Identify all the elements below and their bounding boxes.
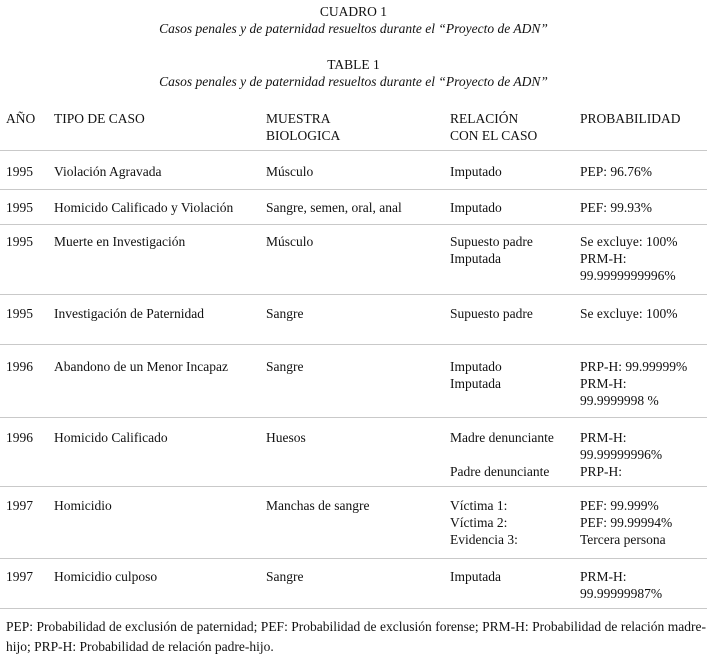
cell-probability: PRM-H: 99.99999996% PRP-H: xyxy=(580,430,663,479)
cell-sample: Sangre xyxy=(266,569,304,584)
cell-case-type: Homicido Calificado xyxy=(54,430,168,445)
cell-relation: Imputado xyxy=(450,164,502,179)
cell-year: 1996 xyxy=(6,359,33,374)
cell-year: 1995 xyxy=(6,200,33,215)
cell-case-type: Violación Agravada xyxy=(54,164,162,179)
divider xyxy=(0,150,707,151)
cell-sample: Músculo xyxy=(266,234,314,249)
column-header-relation: RELACIÓN CON EL CASO xyxy=(450,111,538,143)
cell-year: 1995 xyxy=(6,234,33,249)
cell-case-type: Homicidio xyxy=(54,498,112,513)
cell-year: 1996 xyxy=(6,430,33,445)
table-title-en: TABLE 1 xyxy=(327,57,380,72)
cell-probability: PRP-H: 99.99999% PRM-H: 99.9999998 % xyxy=(580,359,688,408)
cell-relation: Madre denunciante Padre denunciante xyxy=(450,430,554,479)
cell-probability: PEF: 99.999% PEF: 99.99994% Tercera persona xyxy=(580,498,673,547)
cell-probability: PEF: 99.93% xyxy=(580,200,653,215)
table-subtitle-es: Casos penales y de paternidad resueltos durante el “Proyecto de ADN” xyxy=(159,21,548,36)
column-header-year: AÑO xyxy=(6,111,36,126)
cell-sample: Manchas de sangre xyxy=(266,498,370,513)
divider xyxy=(0,344,707,345)
cell-year: 1997 xyxy=(6,498,33,513)
cell-probability: Se excluye: 100% xyxy=(580,306,678,321)
cell-relation: Imputado xyxy=(450,200,502,215)
table-subtitle-en: Casos penales y de paternidad resueltos durante el “Proyecto de ADN” xyxy=(159,74,548,89)
divider xyxy=(0,189,707,190)
cell-case-type: Homicido Calificado y Violación xyxy=(54,200,234,215)
divider xyxy=(0,608,707,609)
cell-sample: Sangre xyxy=(266,359,304,374)
cell-probability: PEP: 96.76% xyxy=(580,164,653,179)
divider xyxy=(0,558,707,559)
cell-case-type: Abandono de un Menor Incapaz xyxy=(54,359,228,374)
column-header-sample: MUESTRA BIOLOGICA xyxy=(266,111,341,143)
footnote: PEP: Probabilidad de exclusión de paternidad; PEF: Probabilidad de exclusión forense; PRM-H: Probabilidad de relación madre-hijo; PRP-H: Probabilidad de relación padre-hijo. xyxy=(6,619,706,654)
divider xyxy=(0,224,707,225)
divider xyxy=(0,294,707,295)
cell-sample: Músculo xyxy=(266,164,314,179)
cell-sample: Huesos xyxy=(266,430,306,445)
column-header-case-type: TIPO DE CASO xyxy=(54,111,145,126)
cell-probability: PRM-H: 99.99999987% xyxy=(580,569,663,601)
cell-case-type: Homicidio culposo xyxy=(54,569,158,584)
divider xyxy=(0,417,707,418)
cell-year: 1995 xyxy=(6,306,33,321)
cell-sample: Sangre, semen, oral, anal xyxy=(266,200,402,215)
cell-year: 1997 xyxy=(6,569,33,584)
cell-relation: Imputado Imputada xyxy=(450,359,502,391)
cell-relation: Víctima 1: Víctima 2: Evidencia 3: xyxy=(450,498,518,547)
divider xyxy=(0,486,707,487)
cell-year: 1995 xyxy=(6,164,33,179)
cell-relation: Supuesto padre Imputada xyxy=(450,234,533,266)
column-header-probability: PROBABILIDAD xyxy=(580,111,681,126)
cell-case-type: Investigación de Paternidad xyxy=(54,306,204,321)
cell-relation: Imputada xyxy=(450,569,501,584)
cell-relation: Supuesto padre xyxy=(450,306,533,321)
cell-case-type: Muerte en Investigación xyxy=(54,234,186,249)
table-title-es: CUADRO 1 xyxy=(319,4,388,19)
cell-sample: Sangre xyxy=(266,306,304,321)
cell-probability: Se excluye: 100% PRM-H: 99.9999999996% xyxy=(580,234,678,283)
